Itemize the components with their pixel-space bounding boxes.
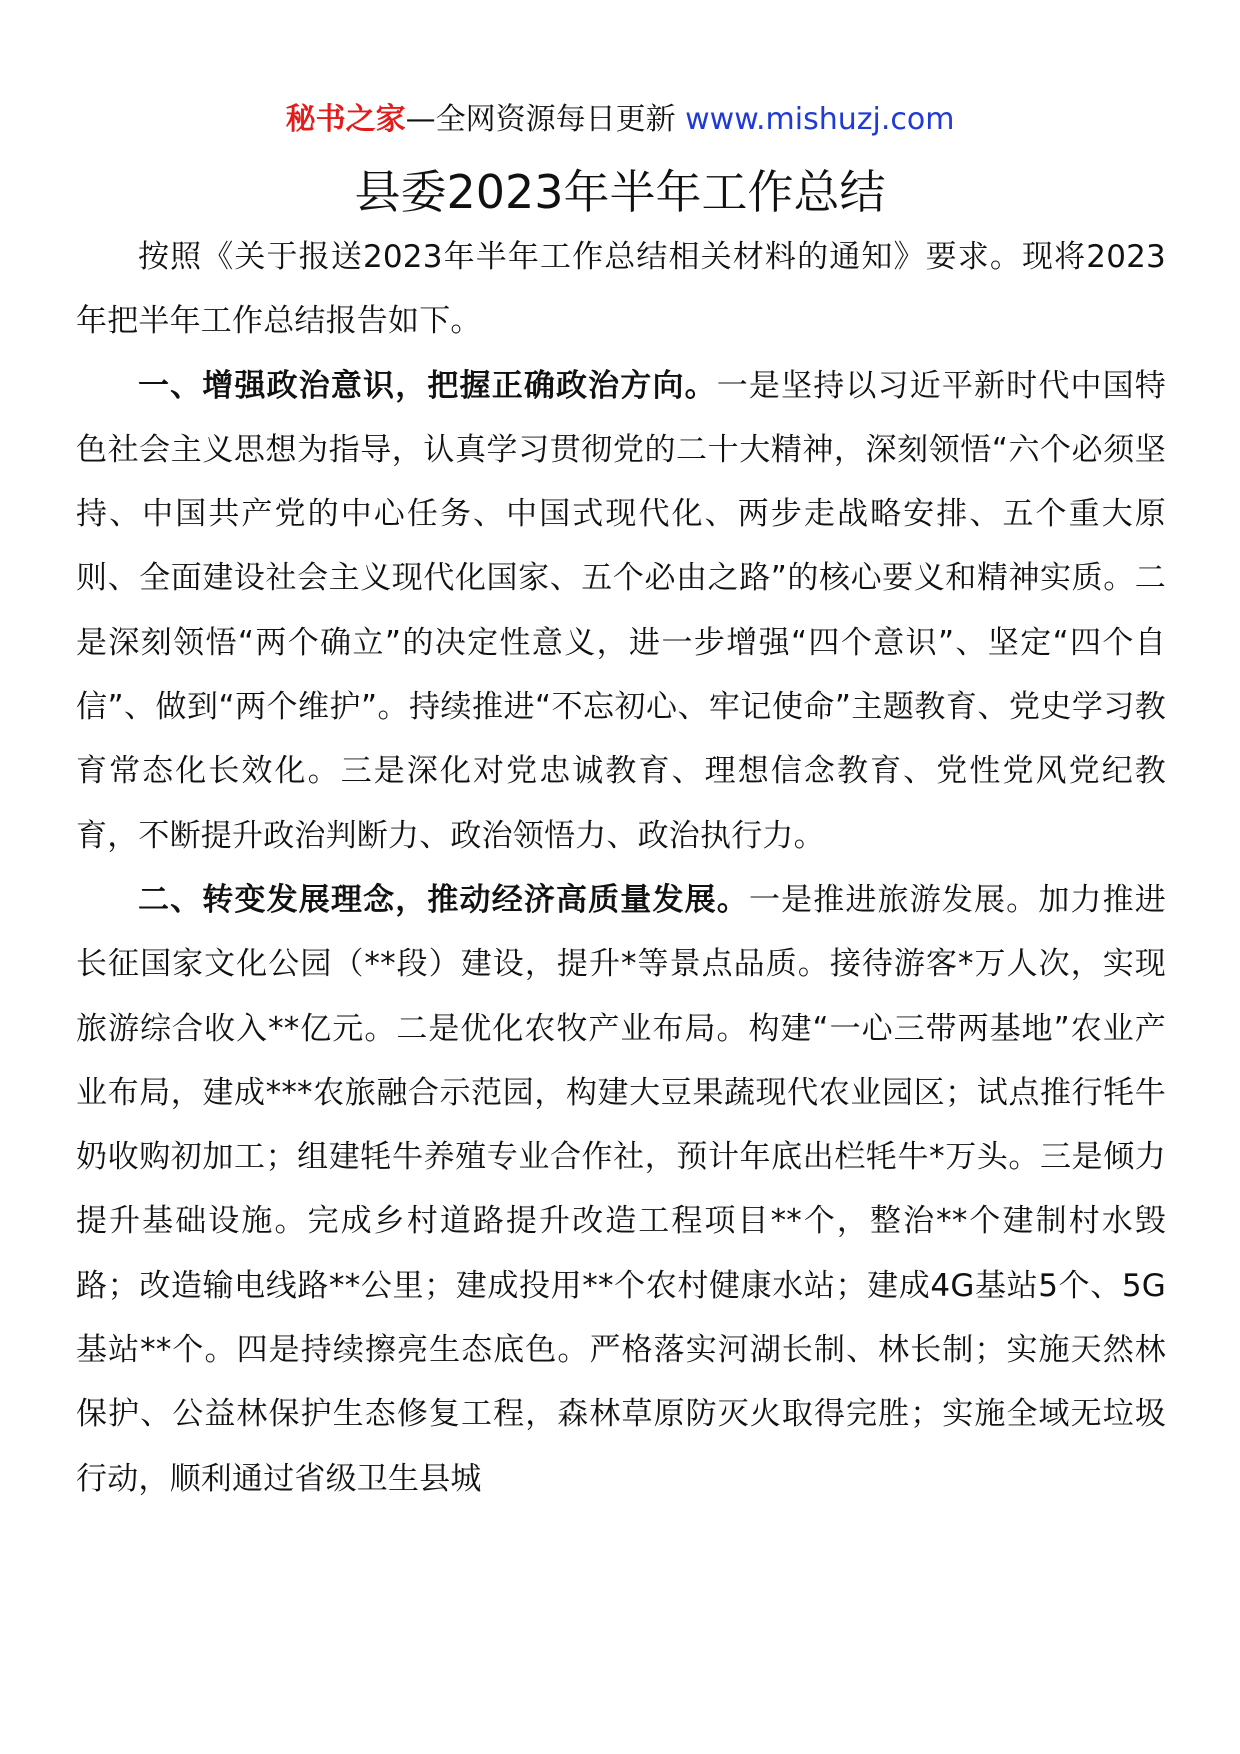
site-brand: 秘书之家 [285,102,406,137]
site-url-link[interactable]: www.mishuzj.com [685,102,955,137]
paragraph-intro-text: 按照《关于报送2023年半年工作总结相关材料的通知》要求。现将2023年把半年工作总结报告如下。 [76,239,1166,340]
site-banner [0,100,1240,140]
paragraph-section-2 [76,868,1166,1511]
section-1-text: 一是坚持以习近平新时代中国特色社会主义思想为指导，认真学习贯彻党的二十大精神，深刻领悟“六个必须坚持、中国共产党的中心任务、中国式现代化、两步走战略安排、五个重大原则、全面建设社会主义现代化国家、五个必由之路”的核心要义和精神实质。二是深刻领悟“两个确立”的决定性意义，进一步增强“四个意识”、坚定“四个自信”、做到“两个维护”。持续推进“不忘初心、牢记使命”主题教育、党史学习教育常态化长效化。三是深化对党忠诚教育、理想信念教育、党性党风党纪教育，不断提升政治判断力、政治领悟力、政治执行力。 [76,367,1166,854]
paragraph-section-1 [76,354,1166,868]
document-body [76,225,1166,1511]
paragraph-intro [76,225,1166,354]
document-title: 县委2023年半年工作总结 [354,165,886,219]
section-2-text: 一是推进旅游发展。加力推进长征国家文化公园（**段）建设，提升*等景点品质。接待游客*万人次，实现旅游综合收入**亿元。二是优化农牧产业布局。构建“一心三带两基地”农业产业布局，建成***农旅融合示范园，构建大豆果蔬现代农业园区；试点推行牦牛奶收购初加工；组建牦牛养殖专业合作社，预计年底出栏牦牛*万头。三是倾力提升基础设施。完成乡村道路提升改造工程项目**个，整治**个建制村水毁路；改造输电线路**公里；建成投用**个农村健康水站；建成4G基站5个、5G基站**个。四是持续擦亮生态底色。严格落实河湖长制、林长制；实施天然林保护、公益林保护生态修复工程，森林草原防灭火取得完胜；实施全域无垃圾行动，顺利通过省级卫生县城 [76,881,1166,1497]
section-2-heading: 二、转变发展理念，推动经济高质量发展。 [138,881,749,918]
site-tagline: —全网资源每日更新 [405,102,676,137]
section-1-heading: 一、增强政治意识，把握正确政治方向。 [138,367,717,404]
